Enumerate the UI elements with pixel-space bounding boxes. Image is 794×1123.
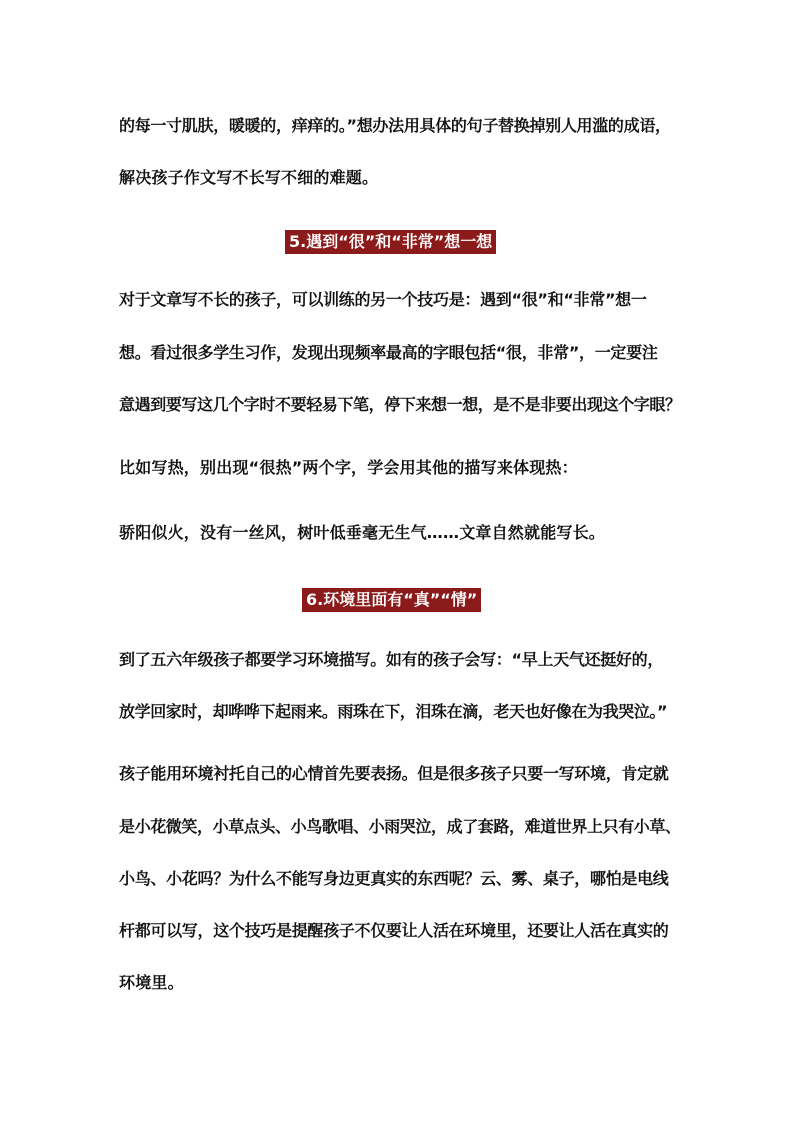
text-line: 孩子能用环境衬托自己的心情首先要表扬。但是很多孩子只要一写环境，肯定就 (119, 764, 669, 783)
text-line: 解决孩子作文写不长写不细的难题。 (119, 168, 379, 187)
text-line: 意遇到要写这几个字时不要轻易下笔，停下来想一想，是不是非要出现这个字眼？ (119, 395, 681, 414)
text-line: 是小花微笑，小草点头、小鸟歌唱、小雨哭泣，成了套路，难道世界上只有小草、 (119, 817, 681, 836)
text-line: 小鸟、小花吗？为什么不能写身边更真实的东西呢？云、雾、桌子，哪怕是电线 (119, 869, 669, 888)
section-heading-5: 5.遇到“很”和“非常”想一想 (285, 230, 496, 254)
text-line: 比如写热，别出现“很热”两个字，学会用其他的描写来体现热： (119, 458, 578, 477)
text-line: 对于文章写不长的孩子，可以训练的另一个技巧是：遇到“很”和“非常”想一 (119, 290, 647, 309)
text-line: 想。看过很多学生习作，发现出现频率最高的字眼包括“很，非常”，一定要注 (119, 343, 658, 362)
text-line: 骄阳似火，没有一丝风，树叶低垂毫无生气……文章自然就能写长。 (119, 523, 606, 542)
text-line: 杆都可以写，这个技巧是提醒孩子不仅要让人活在环境里，还要让人活在真实的 (119, 921, 669, 940)
text-line: 环境里。 (119, 973, 184, 992)
text-line: 的每一寸肌肤，暖暖的，痒痒的。”想办法用具体的句子替换掉别人用滥的成语， (119, 116, 671, 135)
text-line: 到了五六年级孩子都要学习环境描写。如有的孩子会写：“早上天气还挺好的， (119, 650, 664, 669)
section-heading-6: 6.环境里面有“真”“情” (302, 588, 481, 612)
text-line: 放学回家时，却哗哗下起雨来。雨珠在下，泪珠在滴，老天也好像在为我哭泣。” (119, 702, 668, 721)
